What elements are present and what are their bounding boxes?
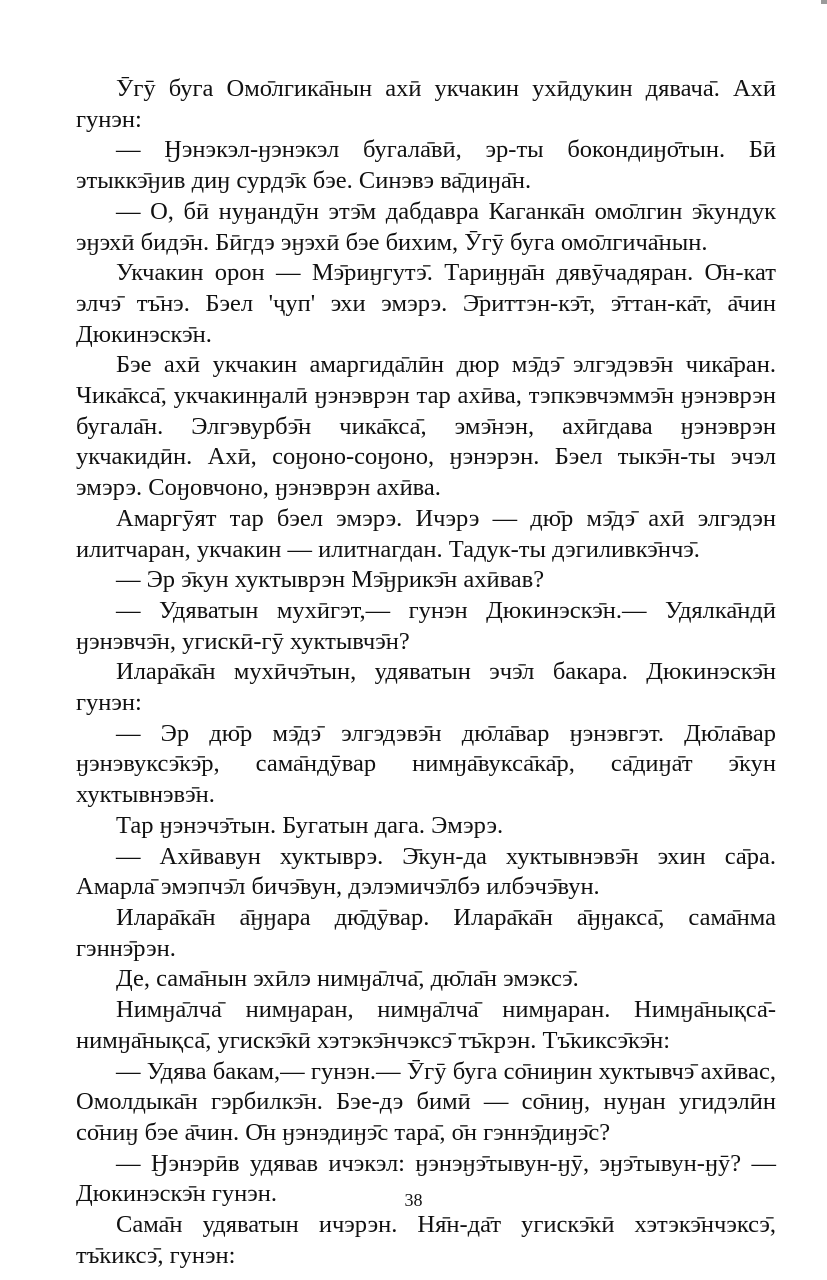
scan-corner-mark bbox=[821, 0, 827, 4]
paragraph: — Эр дю̄р мэ̄дэ̄ элгэдэвэ̄н дю̄ла̄вар ӈэнэвгэт. Дю̄ла̄вар ӈэнэвуксэ̄кэ̄р, сама̄ндӯвар нимӈа̄вукса̄ка̄р, са̄диӈа̄т э̄кун хуктывнэвэ̄н. bbox=[76, 719, 776, 809]
paragraph: — Эр э̄кун хуктыврэн Мэ̄ӈрикэ̄н ахӣвав? bbox=[116, 566, 545, 594]
paragraph: Де, сама̄нын эхӣлэ нимӈа̄лча̄, дю̄ла̄н эмэксэ̄. bbox=[116, 965, 579, 993]
paragraph: — Удяватын мухӣгэт,— гунэн Дюкинэскэ̄н.— Удялка̄ндӣ ӈэнэвчэ̄н, угискӣ-гӯ хуктывчэ̄н? bbox=[76, 596, 776, 655]
paragraph: — Удява бакам,— гунэн.— Ӯгӯ буга со̄ниӈин хуктывчэ̄ ахӣвас, Омолдыка̄н гэрбилкэ̄н. Бэе-дэ бимӣ — со̄ниӈ, нуӈан угидэлӣн со̄ниӈ бэе а̄чин. О̄н ӈэнэдиӈэ̄с тара̄, о̄н гэннэ̄диӈэ̄с? bbox=[76, 1057, 776, 1146]
paragraph: Бэе ахӣ укчакин амаргида̄лӣн дюр мэ̄дэ̄ элгэдэвэ̄н чика̄ран. Чика̄кса̄, укчакинӈалӣ ӈэнэврэн тар ахӣва, тэпкэвчэммэ̄н ӈэнэврэн бугала̄н. Элгэвурбэ̄н чика̄кса̄, эмэ̄нэн, ахӣгдава ӈэнэврэн укчакидӣн. Ахӣ, соӈоно-соӈоно, ӈэнэрэн. Бэел тыкэ̄н-ты эчэл эмэрэ. Соӈовчоно, ӈэнэврэн ахӣва. bbox=[76, 351, 776, 502]
paragraph: Илара̄ка̄н а̄ӈӈара дю̄дӯвар. Илара̄ка̄н а̄ӈӈакса̄, сама̄нма гэннэ̄рэн. bbox=[76, 903, 776, 962]
paragraph: — Ӈэнэрӣв удявав ичэкэл: ӈэнэӈэ̄тывун-ӈӯ, эӈэ̄тывун-ӈӯ? — Дюкинэскэ̄н гунэн. bbox=[76, 1149, 776, 1208]
paragraph: Ӯгӯ буга Омо̄лгика̄нын ахӣ укчакин ухӣдукин дявача̄. Ахӣ гунэн: bbox=[76, 75, 776, 133]
page-text bbox=[76, 74, 776, 1271]
paragraph: — Ахӣвавун хуктыврэ. Э̄кун-да хуктывнэвэ̄н эхин са̄ра. Амарла̄ эмэпчэ̄л бичэ̄вун, дэлэмичэ̄лбэ илбэчэ̄вун. bbox=[76, 842, 776, 901]
paragraph: Сама̄н удяватын ичэрэн. Ня̄н-да̄т угискэ̄кӣ хэтэкэ̄нчэксэ̄, тъ̄киксэ̄, гунэн: bbox=[76, 1211, 776, 1269]
paragraph: Тар ӈэнэчэ̄тын. Бугатын дага. Эмэрэ. bbox=[116, 811, 504, 839]
paragraph: Укчакин орон — Мэ̄риӈгутэ̄. Тариӈӈа̄н дявӯчадяран. О̄н-кат элчэ̄ тъ̄нэ. Бэел 'ҷуп' эхи эмэрэ. Э̄риттэн-кэ̄т, э̄ттан-ка̄т, а̄чин Дюкинэскэ̄н. bbox=[76, 259, 776, 348]
paragraph: Илара̄ка̄н мухӣчэ̄тын, удяватын эчэ̄л бакара. Дюкинэскэ̄н гунэн: bbox=[76, 658, 776, 717]
paragraph: — Ӈэнэкэл-ӈэнэкэл бугала̄вӣ, эр-ты бокондиӈо̄тын. Бӣ этыккэ̄ӈив диӈ сурдэ̄к бэе. Синэвэ ва̄диӈа̄н. bbox=[76, 136, 776, 195]
page-number: 38 bbox=[404, 1190, 423, 1210]
paragraph: Амаргӯят тар бэел эмэрэ. Ичэрэ — дю̄р мэ̄дэ̄ ахӣ элгэдэн илитчаран, укчакин — илитнагдан. Тадук-ты дэгиливкэ̄нчэ̄. bbox=[76, 504, 776, 563]
paragraph: — О, бӣ нуӈандӯн этэ̄м дабдавра Каганка̄н омо̄лгин э̄кундук эӈэхӣ бидэ̄н. Бӣгдэ эӈэхӣ бэе бихим, Ӯгӯ буга омо̄лгича̄нын. bbox=[76, 197, 776, 256]
paragraph: Нимӈа̄лча̄ нимӈаран, нимӈа̄лча̄ нимӈаран. Нимӈа̄нықса̄-нимӈа̄нықса̄, угискэ̄кӣ хэтэкэ̄нчэксэ̄ тъ̄крэн. Тъ̄киксэ̄кэ̄н: bbox=[76, 996, 776, 1054]
